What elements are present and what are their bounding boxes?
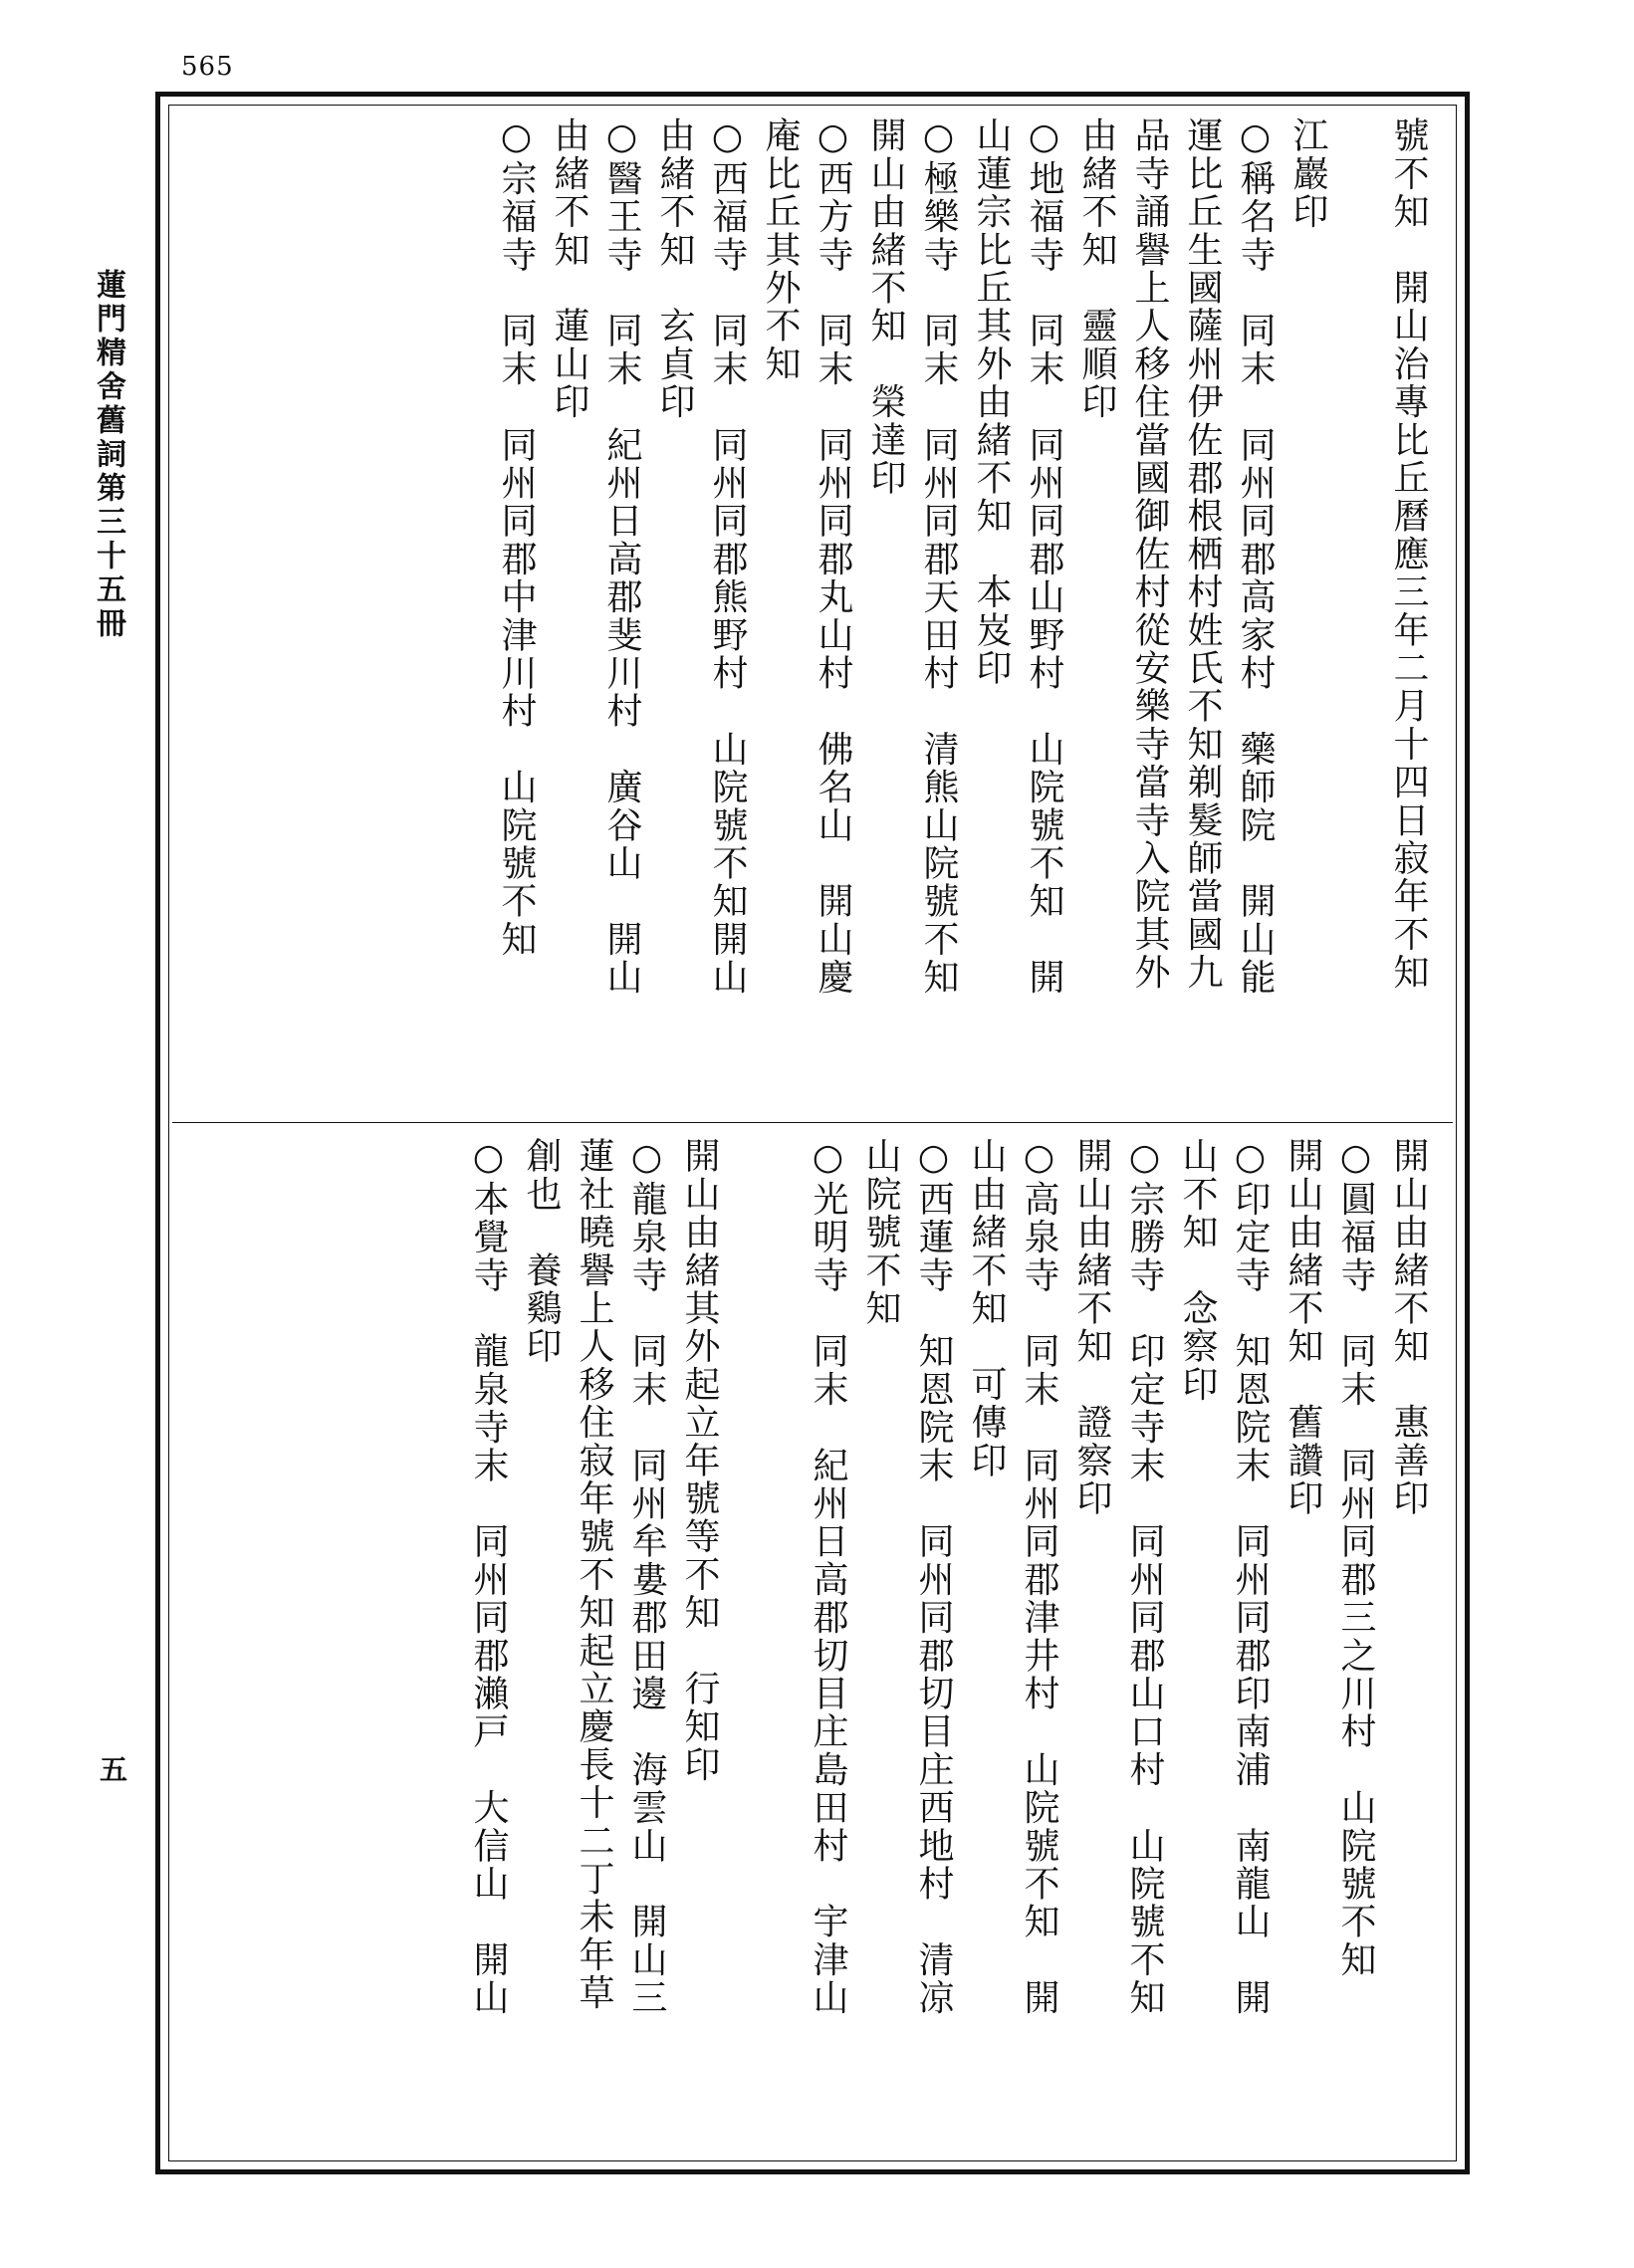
text-column: 由緒不知 靈順印 — [1076, 116, 1117, 421]
text-column: ○西蓮寺 知恩院末 同州同郡切目庄西地村 清凉 — [913, 1137, 954, 2017]
text-column: ○光明寺 同末 紀州日高郡切目庄島田村 宇津山 — [808, 1137, 848, 2017]
text-column: 開山由緒其外起立年號等不知 行知印 — [679, 1137, 720, 1784]
text-column: 開山由緒不知 榮達印 — [865, 116, 906, 497]
text-column: ○龍泉寺 同末 同州牟婁郡田邊 海雲山 開山三 — [626, 1137, 667, 2017]
text-column: 江巖印 — [1287, 116, 1328, 231]
text-column: 蓮社曉譽上人移住寂年號不知起立慶長十二丁未年草 — [574, 1137, 614, 2012]
leaf-number: 五 — [100, 1753, 128, 1786]
text-column: ○醫王寺 同末 紀州日高郡斐川村 廣谷山 開山 — [601, 116, 642, 997]
bottom-register — [190, 1137, 1435, 2162]
top-register — [190, 116, 1435, 1112]
text-column: 品寺誦譽上人移住當國御佐村從安樂寺當寺入院其外 — [1129, 116, 1170, 992]
text-column: ○宗勝寺 印定寺末 同州同郡山口村 山院號不知 — [1124, 1137, 1165, 2017]
text-column: 由緒不知 玄貞印 — [654, 116, 695, 421]
text-column: ○稱名寺 同末 同州同郡高家村 藥師院 開山能 — [1235, 116, 1276, 997]
text-column: 山院號不知 — [860, 1137, 901, 1327]
margin-title: 蓮門精舍舊詞第三十五冊 — [91, 269, 125, 641]
text-column: 由緒不知 蓮山印 — [549, 116, 589, 421]
text-column: ○宗福寺 同末 同州同郡中津川村 山院號不知 — [496, 116, 537, 959]
text-column: ○極樂寺 同末 同州同郡天田村 清熊山院號不知 — [918, 116, 959, 997]
bottom-text — [462, 1137, 1435, 2017]
top-text — [490, 116, 1435, 997]
text-column: ○西方寺 同末 同州同郡丸山村 佛名山 開山慶 — [813, 116, 853, 997]
register-divider — [172, 1122, 1453, 1123]
text-column: 號不知 開山治專比丘曆應三年二月十四日寂年不知 — [1388, 116, 1429, 992]
text-column: ○印定寺 知恩院末 同州同郡印南浦 南龍山 開 — [1230, 1137, 1271, 2017]
text-column: 開山由緒不知 證察印 — [1071, 1137, 1112, 1517]
text-column: ○地福寺 同末 同州同郡山野村 山院號不知 開 — [1024, 116, 1064, 997]
text-column: 山不知 念察印 — [1177, 1137, 1218, 1404]
text-column: 創也 養鷄印 — [521, 1137, 562, 1366]
text-column: ○本覺寺 龍泉寺末 同州同郡瀨戸 大信山 開山 — [468, 1137, 509, 2017]
text-column: ○圓福寺 同末 同州同郡三之川村 山院號不知 — [1335, 1137, 1376, 1979]
page-frame — [155, 92, 1470, 2174]
text-column: 開山由緒不知 惠善印 — [1388, 1137, 1429, 1517]
text-column: ○高泉寺 同末 同州同郡津井村 山院號不知 開 — [1019, 1137, 1059, 2017]
text-column: ○西福寺 同末 同州同郡熊野村 山院號不知開山 — [707, 116, 748, 997]
page-number: 565 — [181, 52, 234, 82]
text-column: 開山由緒不知 舊讚印 — [1283, 1137, 1323, 1517]
text-column: 運比丘生國薩州伊佐郡根栖村姓氏不知剃髮師當國九 — [1182, 116, 1223, 992]
text-column: 山由緒不知 可傳印 — [966, 1137, 1007, 1479]
text-column: 庵比丘其外不知 — [760, 116, 801, 383]
text-column: 山蓮宗比丘其外由緒不知 本岌印 — [971, 116, 1012, 687]
